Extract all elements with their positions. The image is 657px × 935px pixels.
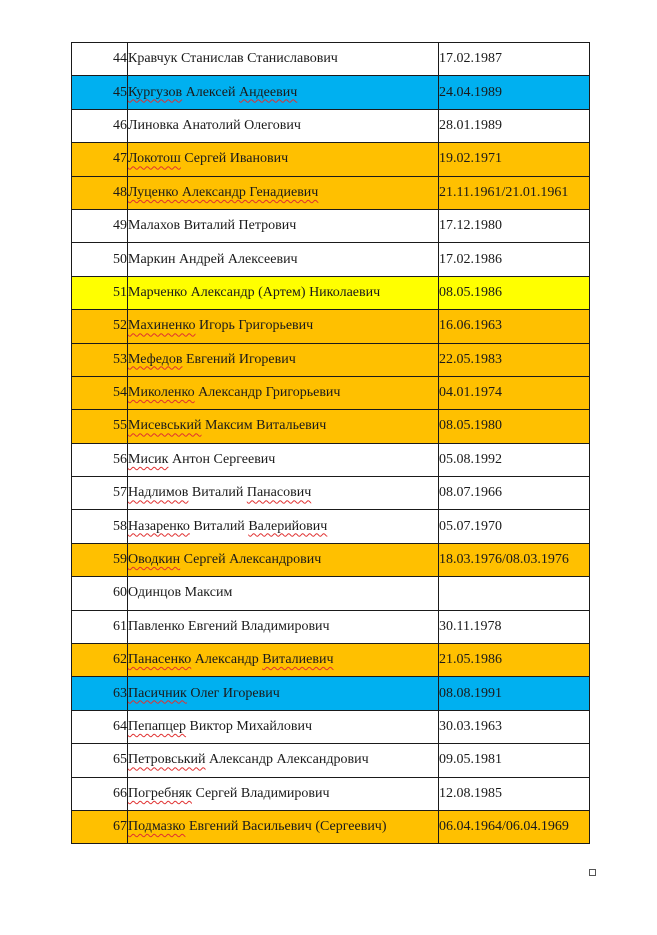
row-number-cell[interactable]: 57	[72, 477, 128, 510]
full-name-cell[interactable]	[128, 109, 439, 142]
spellcheck-flagged-text: Погребняк	[128, 785, 192, 801]
row-number-cell[interactable]: 64	[72, 710, 128, 743]
birth-date-cell[interactable]: 06.04.1964/06.04.1969	[439, 810, 590, 843]
table-row	[72, 610, 590, 643]
table-row	[72, 443, 590, 476]
birth-date-cell[interactable]: 19.02.1971	[439, 143, 590, 176]
spellcheck-flagged-text: Миколенко	[128, 385, 195, 401]
name-text: Олег Игоревич	[186, 685, 280, 701]
name-text: Александр Александрович	[205, 752, 369, 768]
spellcheck-flagged-text: Панасенко	[128, 652, 192, 668]
table-row	[72, 109, 590, 142]
spellcheck-flagged-text: Мисик	[128, 451, 169, 467]
full-name-cell[interactable]	[128, 577, 439, 610]
table-row	[72, 310, 590, 343]
roster-table	[71, 42, 590, 844]
row-number-cell[interactable]: 44	[72, 43, 128, 76]
row-number-cell[interactable]: 53	[72, 343, 128, 376]
birth-date-cell[interactable]: 30.11.1978	[439, 610, 590, 643]
spellcheck-flagged-text: Подмазко	[128, 819, 186, 835]
row-number-cell[interactable]: 51	[72, 276, 128, 309]
roster-table-body	[72, 43, 590, 844]
birth-date-cell[interactable]: 04.01.1974	[439, 376, 590, 409]
birth-date-cell[interactable]: 30.03.1963	[439, 710, 590, 743]
full-name-cell[interactable]	[128, 510, 439, 543]
name-text: Игорь Григорьевич	[195, 318, 314, 334]
full-name-cell[interactable]	[128, 276, 439, 309]
table-resize-handle[interactable]	[589, 869, 596, 876]
spellcheck-flagged-text: Мисевський	[128, 418, 202, 434]
row-number-cell[interactable]: 58	[72, 510, 128, 543]
row-number-cell[interactable]: 49	[72, 209, 128, 242]
row-number-cell[interactable]: 62	[72, 644, 128, 677]
row-number-cell[interactable]: 60	[72, 577, 128, 610]
birth-date-cell[interactable]: 16.06.1963	[439, 310, 590, 343]
name-text: Максим Витальевич	[201, 418, 327, 434]
name-text: Линовка Анатолий Олегович	[128, 117, 301, 133]
table-row	[72, 744, 590, 777]
name-text: Маркин Андрей Алексеевич	[128, 251, 298, 267]
full-name-cell[interactable]	[128, 43, 439, 76]
birth-date-cell[interactable]: 12.08.1985	[439, 777, 590, 810]
spellcheck-flagged-text: Оводкин	[128, 552, 181, 568]
full-name-cell[interactable]	[128, 209, 439, 242]
spellcheck-flagged-text: Назаренко	[128, 518, 190, 534]
spellcheck-flagged-text: Кургузов	[128, 84, 183, 100]
spellcheck-flagged-text: Надлимов	[128, 485, 189, 501]
name-text: Алексей	[182, 84, 239, 100]
spellcheck-flagged-text: Пасичник	[128, 685, 187, 701]
row-number-cell[interactable]: 67	[72, 810, 128, 843]
row-number-cell[interactable]: 56	[72, 443, 128, 476]
spellcheck-flagged-text: Петровський	[128, 752, 206, 768]
row-number-cell[interactable]: 48	[72, 176, 128, 209]
spellcheck-flagged-text: Мефедов	[128, 351, 183, 367]
table-row	[72, 209, 590, 242]
name-text: Виктор Михайлович	[186, 719, 313, 734]
birth-date-cell[interactable]: 21.11.1961/21.01.1961	[439, 176, 590, 209]
full-name-cell[interactable]	[128, 777, 439, 810]
spellcheck-flagged-text: Пепапцер	[128, 719, 187, 734]
full-name-cell[interactable]	[128, 543, 439, 576]
birth-date-cell[interactable]: 05.07.1970	[439, 510, 590, 543]
name-text: Сергей Александрович	[180, 552, 322, 568]
full-name-cell[interactable]	[128, 76, 439, 109]
name-text: Александр	[191, 652, 263, 668]
full-name-cell[interactable]	[128, 410, 439, 443]
row-number-cell[interactable]: 61	[72, 610, 128, 643]
birth-date-cell[interactable]: 28.01.1989	[439, 109, 590, 142]
table-row	[72, 543, 590, 576]
row-number-cell[interactable]: 63	[72, 677, 128, 710]
row-number-cell[interactable]: 54	[72, 376, 128, 409]
table-row	[72, 644, 590, 677]
full-name-cell[interactable]	[128, 376, 439, 409]
birth-date-cell[interactable]: 08.08.1991	[439, 677, 590, 710]
table-row	[72, 376, 590, 409]
birth-date-cell[interactable]: 05.08.1992	[439, 443, 590, 476]
table-row	[72, 276, 590, 309]
birth-date-cell[interactable]: 08.05.1980	[439, 410, 590, 443]
table-row	[72, 176, 590, 209]
birth-date-cell[interactable]: 24.04.1989	[439, 76, 590, 109]
row-number-cell[interactable]: 65	[72, 744, 128, 777]
full-name-cell[interactable]	[128, 810, 439, 843]
birth-date-cell[interactable]: 09.05.1981	[439, 744, 590, 777]
spellcheck-flagged-text: Панасович	[246, 485, 312, 501]
name-text: Виталий	[188, 485, 247, 501]
table-row	[72, 577, 590, 610]
full-name-cell[interactable]	[128, 243, 439, 276]
spellcheck-flagged-text: Андеевич	[238, 84, 298, 100]
full-name-cell[interactable]	[128, 677, 439, 710]
name-text: Сергей Владимирович	[191, 785, 330, 801]
row-number-cell[interactable]: 45	[72, 76, 128, 109]
table-row	[72, 777, 590, 810]
name-text: Евгений Игоревич	[182, 351, 296, 367]
birth-date-cell[interactable]: 08.07.1966	[439, 477, 590, 510]
full-name-cell[interactable]	[128, 644, 439, 677]
row-number-cell[interactable]: 47	[72, 143, 128, 176]
row-number-cell[interactable]: 52	[72, 310, 128, 343]
name-text: Сергей Иванович	[180, 151, 289, 167]
row-number-cell[interactable]: 55	[72, 410, 128, 443]
spellcheck-flagged-text: Махиненко	[128, 318, 196, 334]
row-number-cell[interactable]: 66	[72, 777, 128, 810]
name-text: Евгений Васильевич (Сергеевич)	[185, 819, 387, 835]
table-row	[72, 343, 590, 376]
table-row	[72, 710, 590, 743]
table-row	[72, 76, 590, 109]
full-name-cell[interactable]	[128, 443, 439, 476]
table-row	[72, 477, 590, 510]
name-text: Павленко Евгений Владимирович	[128, 618, 330, 634]
full-name-cell[interactable]	[128, 176, 439, 209]
name-text: Кравчук Станислав Станиславович	[128, 51, 338, 67]
birth-date-cell[interactable]: 17.02.1987	[439, 43, 590, 76]
name-text: Виталий	[189, 518, 249, 534]
name-text: Одинцов Максим	[128, 585, 233, 601]
row-number-cell[interactable]: 46	[72, 109, 128, 142]
name-text: Антон Сергеевич	[168, 451, 276, 467]
name-text: Александр Григорьевич	[194, 385, 341, 401]
table-row	[72, 410, 590, 443]
spellcheck-flagged-text: Валерийович	[248, 518, 328, 534]
birth-date-cell[interactable]: 08.05.1986	[439, 276, 590, 309]
table-row	[72, 243, 590, 276]
row-number-cell[interactable]: 59	[72, 543, 128, 576]
full-name-cell[interactable]	[128, 744, 439, 777]
name-text: Марченко Александр (Артем) Николаевич	[128, 284, 381, 300]
table-row	[72, 43, 590, 76]
birth-date-cell[interactable]: 17.12.1980	[439, 209, 590, 242]
table-row	[72, 510, 590, 543]
full-name-cell[interactable]	[128, 143, 439, 176]
full-name-cell[interactable]	[128, 477, 439, 510]
birth-date-cell[interactable]	[439, 577, 590, 610]
birth-date-cell[interactable]: 22.05.1983	[439, 343, 590, 376]
spellcheck-flagged-text: Виталиевич	[262, 652, 334, 668]
full-name-cell[interactable]	[128, 710, 439, 743]
full-name-cell[interactable]	[128, 343, 439, 376]
spellcheck-flagged-text: Локотош	[128, 151, 181, 167]
full-name-cell[interactable]	[128, 310, 439, 343]
spellcheck-flagged-text: Луценко Александр Генадиевич	[128, 184, 319, 200]
birth-date-cell[interactable]: 21.05.1986	[439, 644, 590, 677]
table-row	[72, 810, 590, 843]
birth-date-cell[interactable]: 18.03.1976/08.03.1976	[439, 543, 590, 576]
table-row	[72, 143, 590, 176]
birth-date-cell[interactable]: 17.02.1986	[439, 243, 590, 276]
full-name-cell[interactable]	[128, 610, 439, 643]
name-text: Малахов Виталий Петрович	[128, 218, 297, 234]
table-row	[72, 677, 590, 710]
row-number-cell[interactable]: 50	[72, 243, 128, 276]
